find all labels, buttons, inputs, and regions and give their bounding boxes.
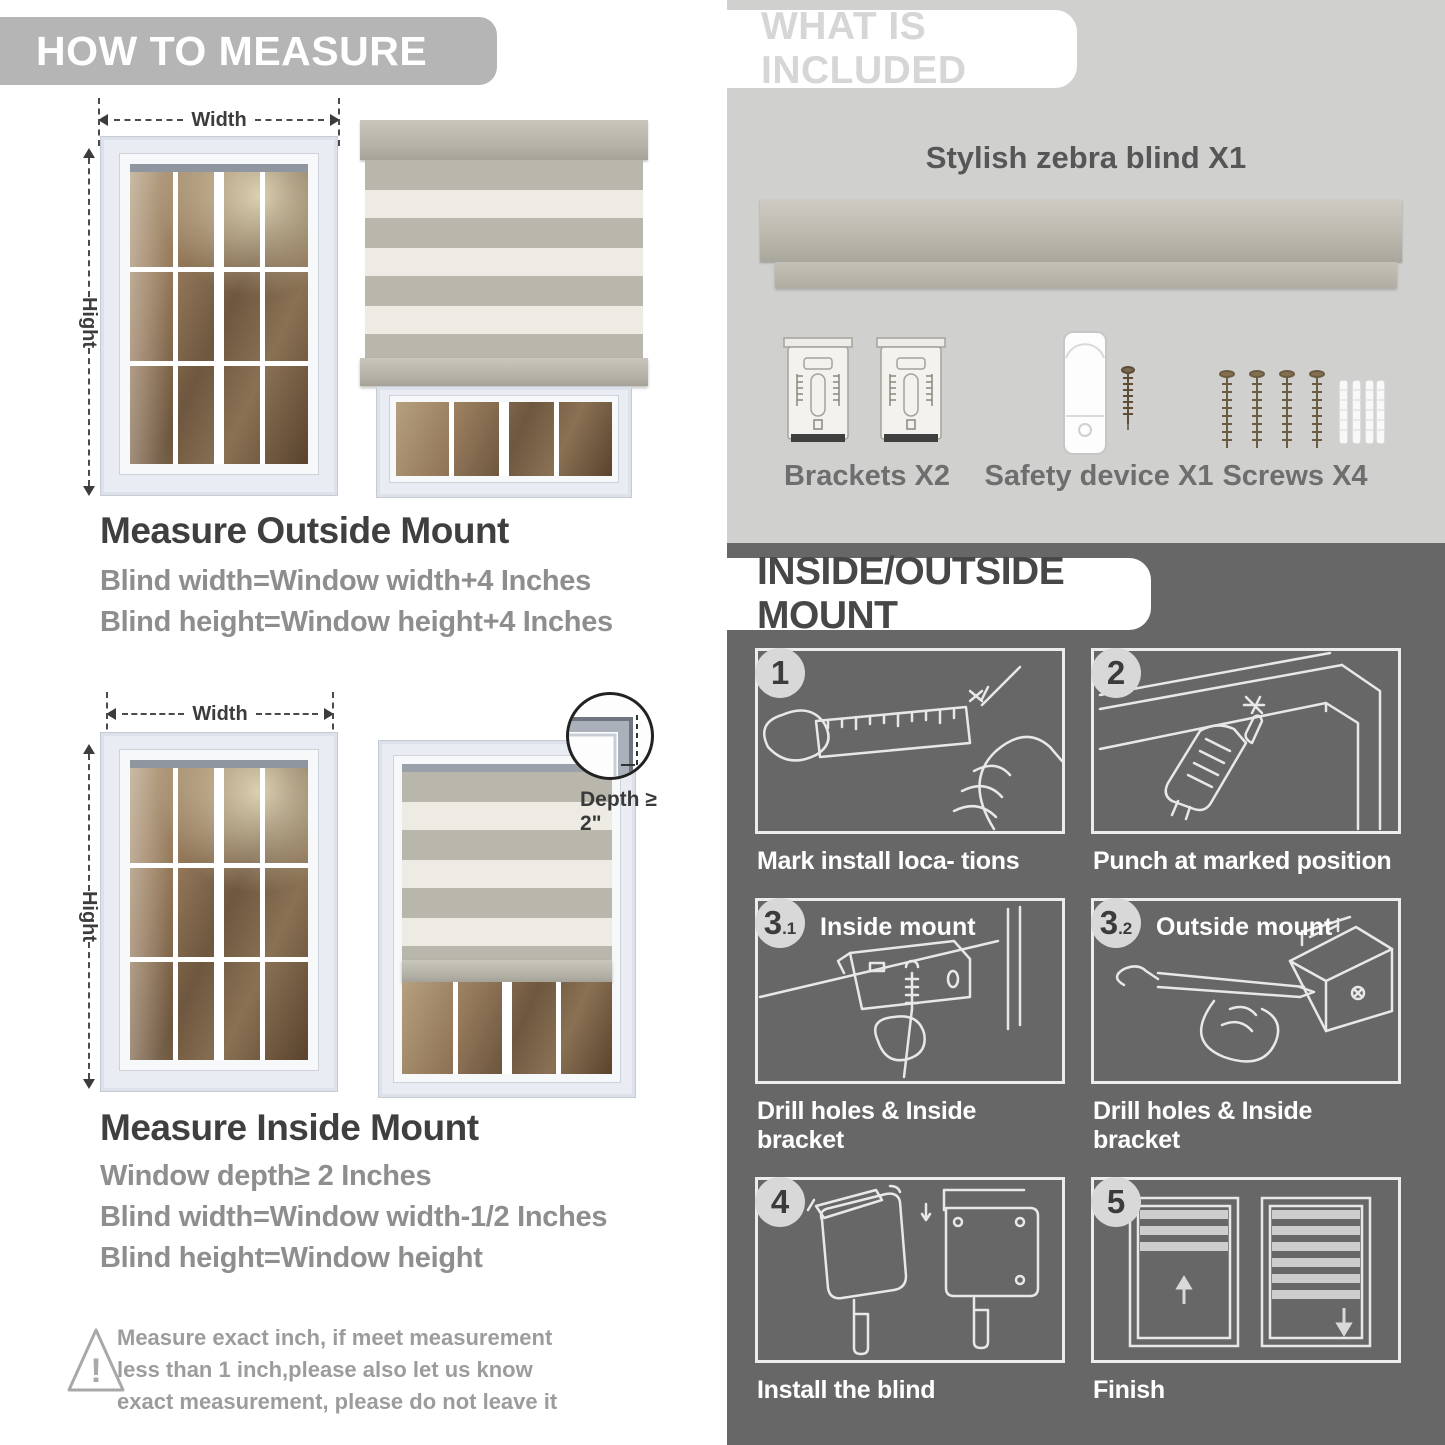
width-dimension-arrow [106,704,334,724]
step-3-2-badge: 3 .2 [1091,898,1141,948]
window-under-blind [376,386,632,498]
step-3-1-caption: Drill holes & Inside bracket [757,1097,977,1154]
mount-banner [727,550,1151,637]
svg-text:!: ! [90,1352,102,1390]
safety-device-image [1052,328,1147,460]
blind-stripes [365,160,643,360]
step-3-1-panel [755,898,1065,1084]
width-dimension-arrow [98,110,340,130]
warning-triangle-icon [65,1324,127,1398]
arrow-down-icon [83,1079,95,1089]
step-1-panel [755,648,1065,834]
zebra-blind-photo [360,120,648,498]
height-dimension-arrow [78,148,100,496]
height-dimension-arrow [78,744,100,1089]
blind-headrail-lip [775,262,1397,288]
step-3-2-title: Outside mount [1156,913,1333,941]
window-glass [130,172,308,464]
inside-rule-3: Blind height=Window height [100,1242,483,1274]
outside-mount-heading: Measure Outside Mount [100,510,509,551]
right-column [727,0,1445,1445]
depth-callout-circle [566,692,654,780]
step-3-2 [1091,898,1401,1155]
step-1-caption: Mark install loca- tions [757,847,1020,875]
inside-mount-figure [78,692,658,1102]
step-1 [755,648,1065,876]
depth-label: Depth ≥ 2" [580,788,657,835]
inside-rule-2: Blind width=Window width-1/2 Inches [100,1201,608,1233]
window-glass [130,768,308,1060]
step-3-1 [755,898,1065,1155]
width-label: Width [191,108,247,131]
step-3-2-panel [1091,898,1401,1084]
step-2-panel [1091,648,1401,834]
blind-bottomrail [360,358,648,386]
step-3-1-badge: 3 .1 [755,898,805,948]
width-label: Width [192,702,248,725]
height-label: Hight [78,296,101,348]
safety-device-label: Safety device X1 [984,460,1214,492]
outside-mount-figure [78,100,648,500]
step-2 [1091,648,1401,876]
blind-headrail-image [760,200,1402,262]
step-2-badge: 2 [1091,648,1141,698]
blind-bottomrail [402,960,612,982]
how-to-measure-banner [0,17,497,85]
what-is-included-banner [727,5,1077,92]
height-label: Hight [78,890,101,943]
blind-headrail [360,120,648,160]
window-photo [100,136,338,496]
product-label: Stylish zebra blind X1 [925,140,1247,175]
step-5 [1091,1177,1401,1405]
arrow-down-icon [83,486,95,496]
inside-rule-1: Window depth≥ 2 Inches [100,1160,432,1192]
inside-mount-heading: Measure Inside Mount [100,1107,479,1148]
screws-image [1215,366,1385,462]
step-5-badge: 5 [1091,1177,1141,1227]
mount-steps-grid [755,648,1401,1427]
outside-rule-1: Blind width=Window width+4 Inches [100,565,591,597]
mount-title: INSIDE/OUTSIDE MOUNT [757,550,1065,637]
step-3-2-caption: Drill holes & Inside bracket [1093,1097,1313,1154]
what-is-included-title: WHAT IS INCLUDED [761,5,967,92]
step-1-badge: 1 [755,648,805,698]
window-photo [100,732,338,1092]
step-4-caption: Install the blind [757,1376,936,1404]
what-is-included-section [727,0,1445,543]
step-5-caption: Finish [1093,1376,1165,1404]
screws-label: Screws X4 [1222,460,1368,492]
step-2-caption: Punch at marked position [1093,847,1392,875]
step-4-badge: 4 [755,1177,805,1227]
step-4-panel [755,1177,1065,1363]
corner-detail-drawing [569,695,654,780]
brackets-label: Brackets X2 [783,460,951,492]
note-text: Measure exact inch, if meet measurement less than 1 inch,please also let us know exact measurement, please do not leave it [117,1325,558,1414]
step-4 [755,1177,1065,1405]
step-3-1-title: Inside mount [820,913,976,941]
arrow-up-icon [83,148,95,158]
arrow-up-icon [83,744,95,754]
how-to-measure-title: HOW TO MEASURE [36,27,428,74]
brackets-image [782,330,947,458]
outside-rule-2: Blind height=Window height+4 Inches [100,606,613,638]
step-5-panel [1091,1177,1401,1363]
mount-instructions-section [727,543,1445,1445]
measurement-note [65,1318,635,1418]
